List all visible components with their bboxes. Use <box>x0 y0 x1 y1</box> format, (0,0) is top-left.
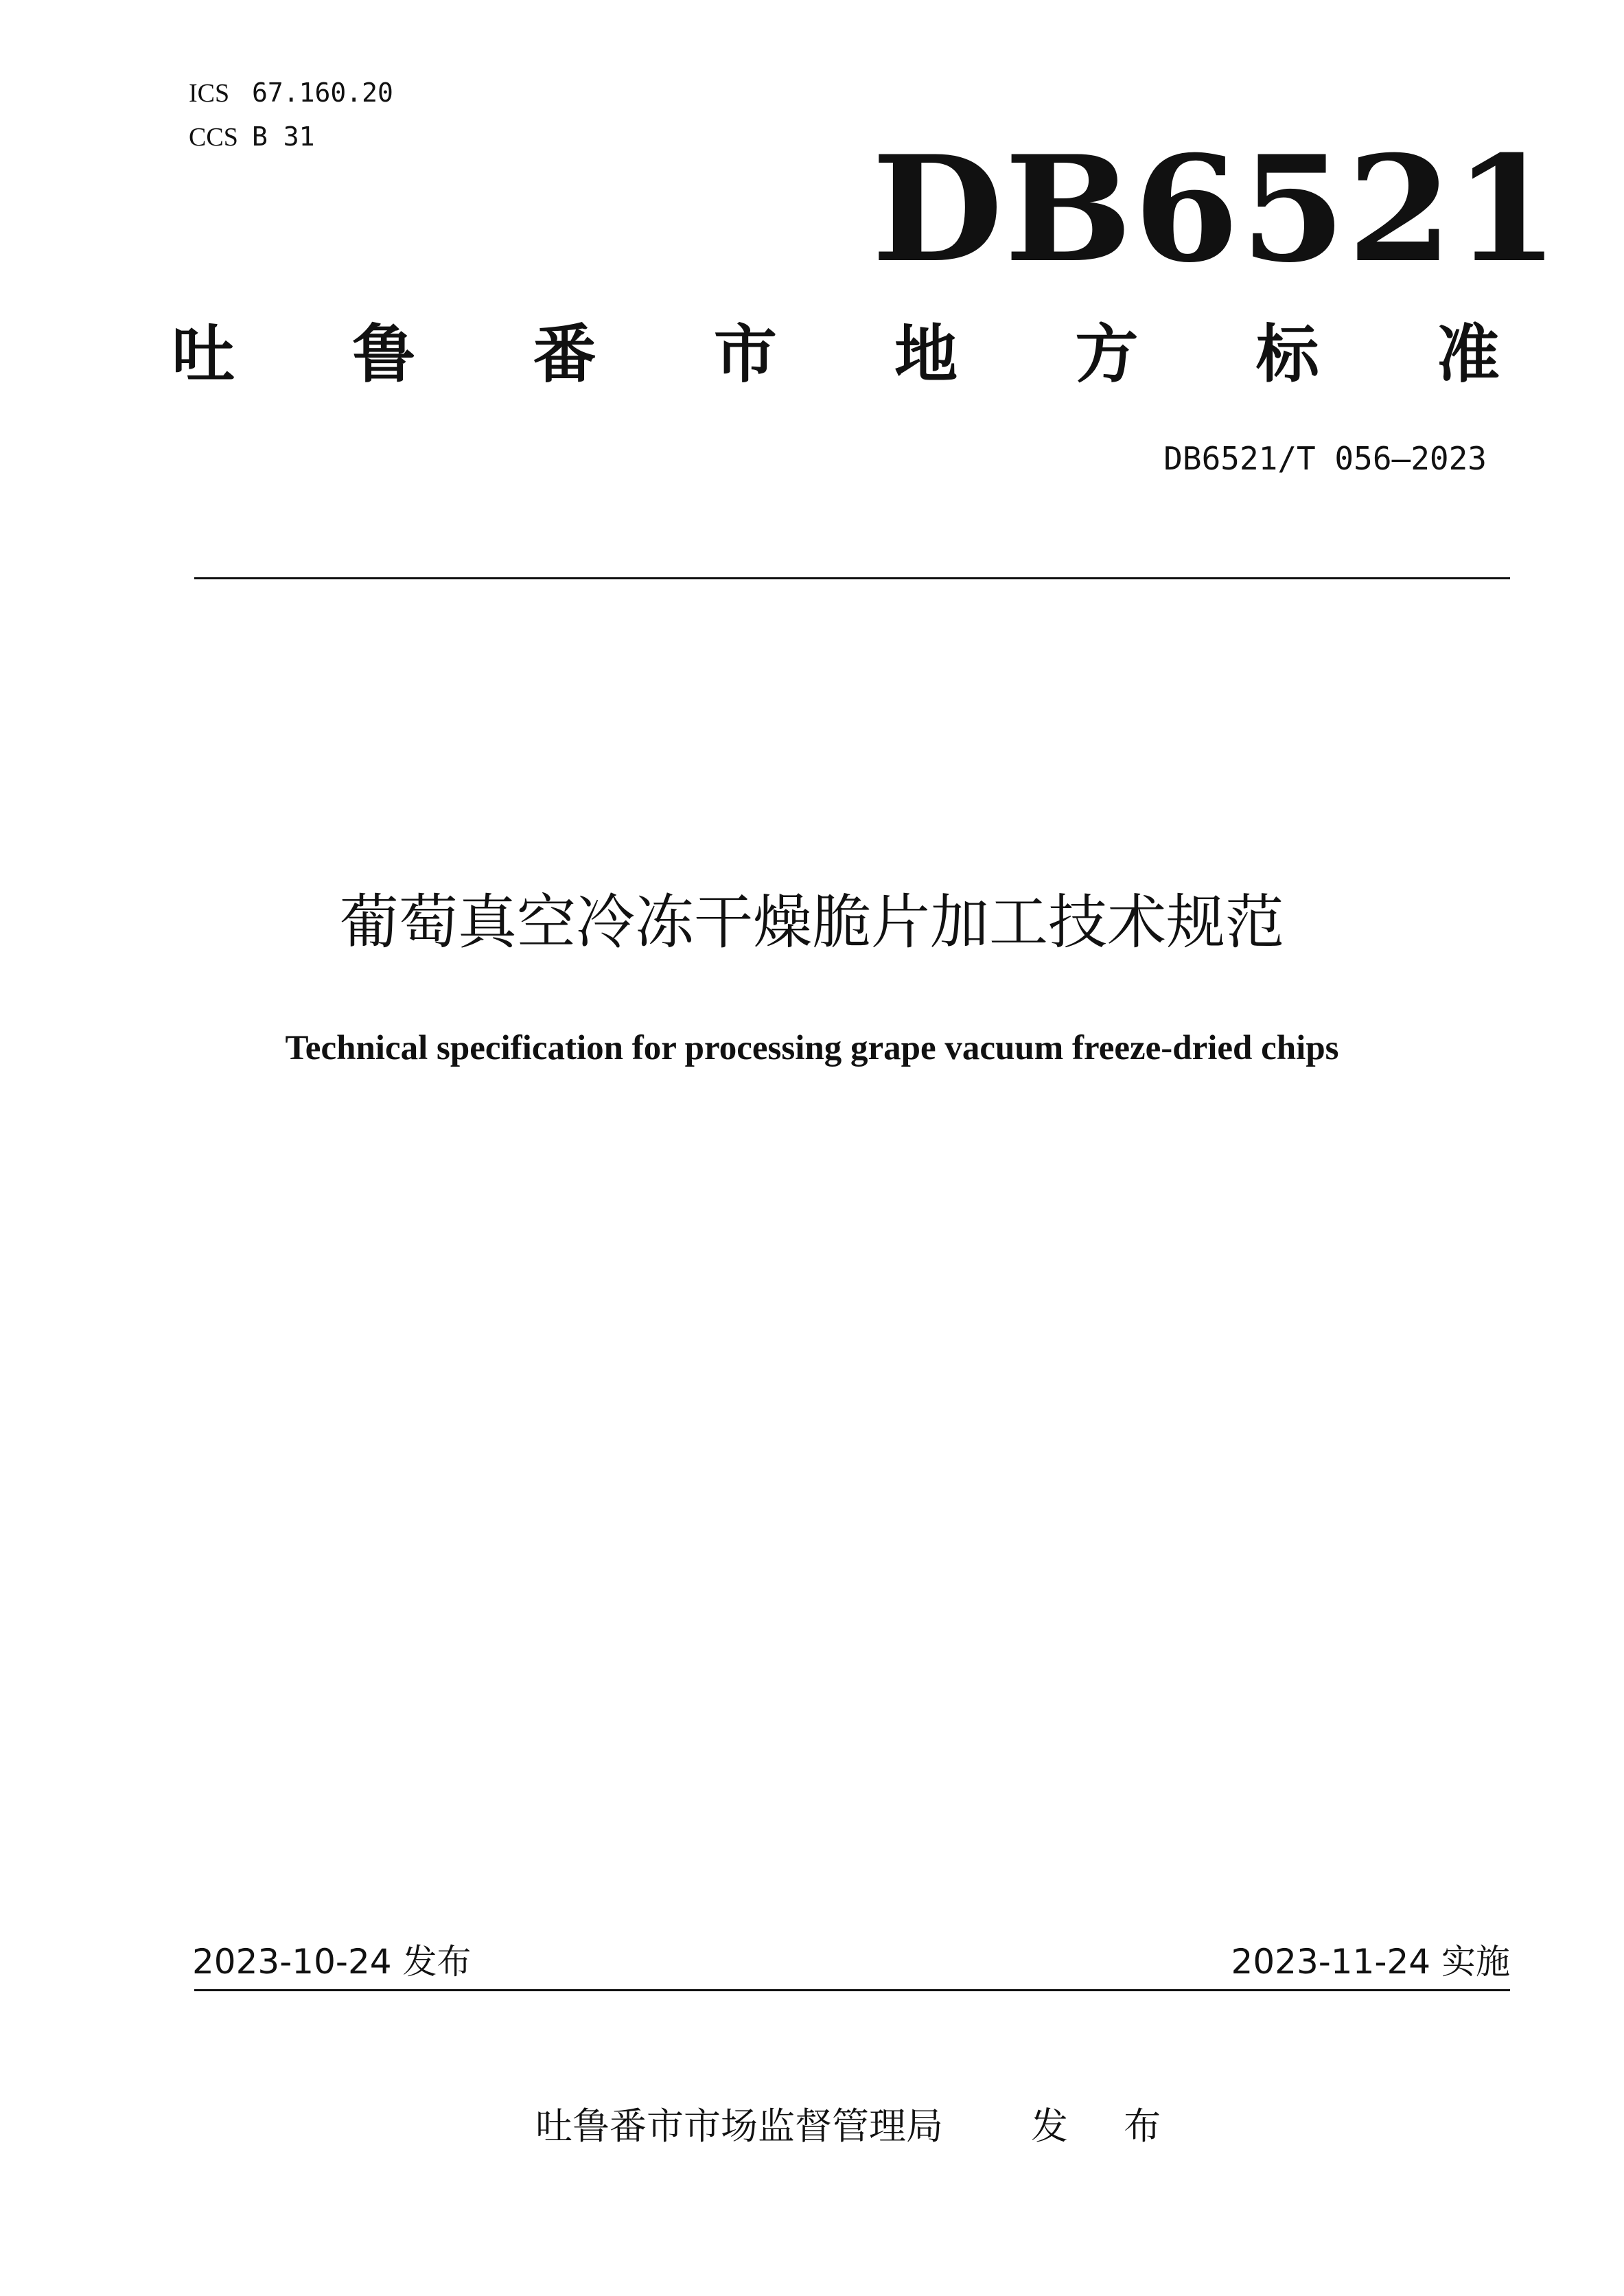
standard-type-char: 番 <box>533 318 596 391</box>
standard-type-char: 市 <box>713 318 777 391</box>
ics-label: ICS <box>189 79 230 108</box>
standard-type-char: 吐 <box>172 318 235 391</box>
standard-type-heading <box>172 317 1500 393</box>
issuing-action: 发 布 <box>1031 2104 1183 2148</box>
implementation-date: 2023-11-24 实施 <box>1231 1942 1510 1982</box>
issue-date: 2023-10-24 发布 <box>192 1942 472 1982</box>
issuing-authority: 吐鲁番市市场监督管理局 <box>535 2104 943 2148</box>
bottom-divider <box>194 1989 1510 1991</box>
document-title-chinese: 葡萄真空冷冻干燥脆片加工技术规范 <box>340 888 1284 957</box>
top-divider <box>194 577 1510 579</box>
standard-number: DB6521/T 056—2023 <box>1163 440 1487 477</box>
standard-type-char: 地 <box>894 318 958 391</box>
ccs-label: CCS <box>189 123 238 152</box>
ics-value: 67.160.20 <box>252 78 393 108</box>
standard-type-char: 方 <box>1075 318 1139 391</box>
ics-classification <box>189 77 393 109</box>
standard-code-logo: DB6521 <box>872 124 1561 294</box>
standard-type-char: 标 <box>1255 318 1319 391</box>
ccs-value: B 31 <box>252 121 315 152</box>
standard-type-char: 准 <box>1436 318 1500 391</box>
standard-type-char: 鲁 <box>352 318 416 391</box>
ccs-classification <box>189 121 315 153</box>
document-title-english: Technical specification for processing grape vacuum freeze-dried chips <box>285 1029 1339 1067</box>
